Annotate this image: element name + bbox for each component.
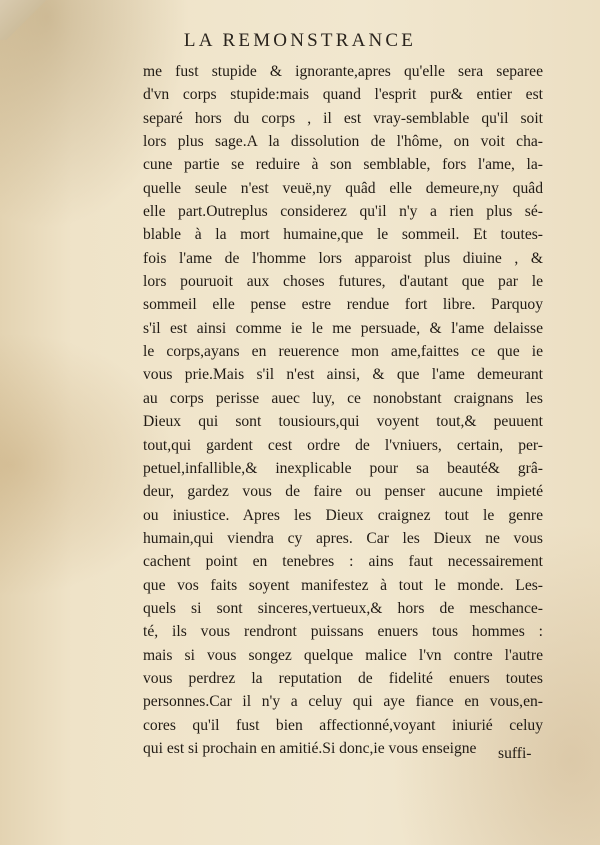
text-line: té, ils vous rendront puissans enuers tous hommes : bbox=[143, 623, 543, 641]
text-line: vous perdrez la reputation de fidelité enuers toutes bbox=[143, 669, 543, 687]
text-line: au corps perisse auec luy, ce nonobstant craignans les bbox=[143, 389, 543, 407]
catchword: suffi- bbox=[498, 745, 532, 762]
text-line: le corps,ayans en reuerence mon ame,faittes ce que ie bbox=[143, 343, 543, 361]
text-line: d'vn corps stupide:mais quand l'esprit pur& entier est bbox=[143, 86, 543, 104]
text-line: Dieux qui sont tousiours,qui voyent tout,& peuuent bbox=[143, 413, 543, 431]
text-line: personnes.Car il n'y a celuy qui aye fiance en vous,en- bbox=[143, 693, 543, 711]
text-line: qui est si prochain en amitié.Si donc,ie vous enseigne bbox=[143, 739, 477, 757]
text-line: fois l'ame de l'homme lors apparoist plus diuine , & bbox=[143, 249, 543, 267]
text-line: quelle seule n'est veuë,ny quâd elle demeure,ny quâd bbox=[143, 179, 543, 197]
text-line: me fust stupide & ignorante,apres qu'elle sera separee bbox=[143, 63, 543, 80]
running-head: LA REMONSTRANCE bbox=[183, 30, 417, 51]
text-line: humain,qui viendra cy apres. Car les Dieux ne vous bbox=[143, 529, 543, 547]
text-line: separé hors du corps , il est vray-semblable qu'il soit bbox=[143, 109, 543, 127]
text-line: s'il est ainsi comme ie le me persuade, & l'ame delaisse bbox=[143, 319, 543, 337]
text-line: ou iniustice. Apres les Dieux craignez tout le genre bbox=[143, 506, 543, 524]
text-line: cune partie se reduire à son semblable, fors l'ame, la- bbox=[143, 156, 543, 174]
text-line: lors plus sage.A la dissolution de l'hôme, on voit cha- bbox=[143, 133, 543, 151]
text-line: sommeil elle pense estre rendue fort libre. Parquoy bbox=[143, 296, 543, 314]
text-line: cores qu'il fust bien affectionné,voyant iniurié celuy bbox=[143, 716, 543, 734]
text-line: petuel,infallible,& inexplicable pour sa beauté& grâ- bbox=[143, 459, 543, 477]
text-line: blable à la mort humaine,que le sommeil. Et toutes- bbox=[143, 226, 543, 244]
text-line: elle part.Outreplus considerez qu'il n'y a rien plus sé- bbox=[143, 203, 543, 221]
text-line: tout,qui gardent cest ordre de l'vniuers, certain, per- bbox=[143, 436, 543, 454]
text-line: vous prie.Mais s'il n'est ainsi, & que l'ame demeurant bbox=[143, 366, 543, 384]
text-line: mais si vous songez quelque malice l'vn contre l'autre bbox=[143, 646, 543, 664]
body-text bbox=[143, 60, 543, 760]
text-line: quels si sont sinceres,vertueux,& hors de meschance- bbox=[143, 599, 543, 617]
text-line: lors pouruoit aux choses futures, d'autant que par le bbox=[143, 273, 543, 291]
text-line: que vos faits soyent manifestez à tout le monde. Les- bbox=[143, 576, 543, 594]
text-line: deur, gardez vous de faire ou penser aucune impieté bbox=[143, 483, 543, 501]
text-line: cachent point en tenebres : ains faut necessairement bbox=[143, 553, 543, 571]
